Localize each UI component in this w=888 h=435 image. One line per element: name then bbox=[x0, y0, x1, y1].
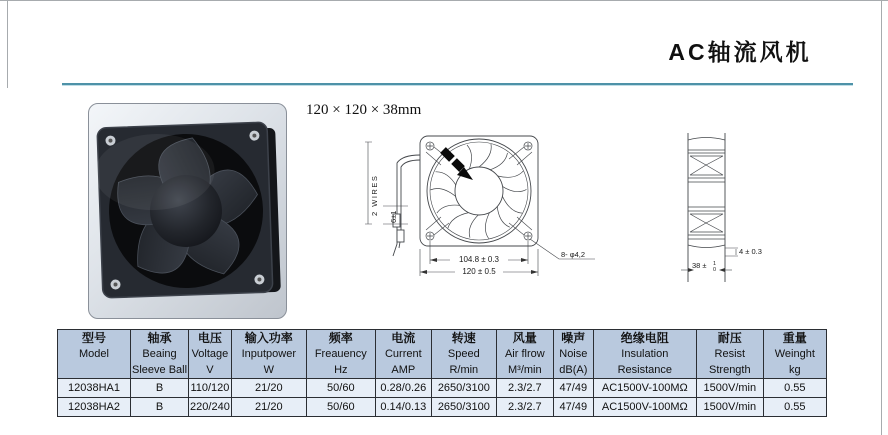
col-header-2-en: Voltage bbox=[191, 348, 229, 360]
hole-pitch-dim-label: 104.8 ± 0.3 bbox=[459, 255, 499, 264]
cell-r0-c7: 2.3/2.7 bbox=[496, 379, 553, 398]
side-view-drawing bbox=[680, 118, 785, 288]
depth-tol-upper: 1 bbox=[713, 261, 717, 267]
col-header-8-unit: dB(A) bbox=[559, 364, 588, 376]
side-bottom-break-line bbox=[688, 245, 725, 248]
col-header-11 bbox=[763, 330, 826, 379]
cell-r1-c2: 220/240 bbox=[189, 398, 232, 417]
col-header-6-zh: 转速 bbox=[451, 331, 476, 345]
col-header-6 bbox=[431, 330, 496, 379]
cell-r0-c9: AC1500V-100MΩ bbox=[593, 379, 696, 398]
col-header-1-en: Beaing bbox=[142, 348, 177, 360]
col-header-9-zh: 绝缘电阻 bbox=[620, 331, 669, 345]
col-header-8-zh: 噪声 bbox=[561, 331, 586, 345]
product-photo bbox=[88, 103, 287, 319]
col-header-2-unit: V bbox=[206, 364, 214, 376]
col-header-10-zh: 耐压 bbox=[717, 331, 742, 345]
spec-table-header-row bbox=[58, 330, 827, 379]
col-header-11-unit: kg bbox=[789, 364, 801, 376]
cell-r1-c11: 0.55 bbox=[763, 398, 826, 417]
col-header-0-unit bbox=[59, 362, 129, 378]
front-wires bbox=[393, 155, 420, 256]
col-header-10-en: Resist bbox=[714, 348, 746, 360]
col-header-3-unit: W bbox=[263, 364, 274, 376]
col-header-9 bbox=[593, 330, 696, 379]
cell-r0-c1: B bbox=[131, 379, 189, 398]
col-header-2 bbox=[189, 330, 232, 379]
col-header-6-en: Speed bbox=[447, 348, 480, 360]
cell-r1-c9: AC1500V-100MΩ bbox=[593, 398, 696, 417]
cell-r1-c1: B bbox=[131, 398, 189, 417]
col-header-8 bbox=[553, 330, 593, 379]
side-body-edges bbox=[688, 133, 725, 282]
col-header-4-zh: 频率 bbox=[328, 331, 353, 345]
col-header-10-unit: Strength bbox=[709, 364, 751, 376]
depth-dim-label: 38 ± bbox=[692, 261, 707, 270]
col-header-1 bbox=[131, 330, 189, 379]
side-top-break-line bbox=[688, 138, 725, 141]
cell-r0-c5: 0.28/0.26 bbox=[375, 379, 431, 398]
spec-table-head bbox=[58, 330, 827, 379]
cell-r0-c0: 12038HA1 bbox=[58, 379, 131, 398]
axial-fan-photo-illustration bbox=[89, 104, 286, 318]
cell-r0-c6: 2650/3100 bbox=[431, 379, 496, 398]
col-header-4-unit: Hz bbox=[334, 364, 348, 376]
title-accent-rule bbox=[62, 83, 853, 86]
col-header-0-zh: 型号 bbox=[81, 331, 106, 345]
col-header-1-unit: Sleeve Ball bbox=[132, 364, 188, 376]
col-header-8-en: Noise bbox=[559, 348, 588, 360]
col-header-7 bbox=[496, 330, 553, 379]
col-header-0 bbox=[58, 330, 131, 379]
front-view-drawing bbox=[363, 118, 598, 290]
frame-width-dim-label: 120 ± 0.5 bbox=[462, 267, 496, 276]
col-header-4 bbox=[306, 330, 375, 379]
col-header-3 bbox=[231, 330, 306, 379]
cell-r1-c5: 0.14/0.13 bbox=[375, 398, 431, 417]
col-header-11-zh: 重量 bbox=[782, 331, 807, 345]
col-header-3-en: Inputpower bbox=[241, 348, 297, 360]
page-right-border bbox=[881, 0, 882, 435]
side-center-band bbox=[688, 207, 725, 211]
table-row bbox=[58, 379, 827, 398]
cell-r0-c10: 1500V/min bbox=[696, 379, 763, 398]
cell-r1-c8: 47/49 bbox=[553, 398, 593, 417]
side-upper-truss bbox=[690, 156, 723, 175]
cell-r1-c7: 2.3/2.7 bbox=[496, 398, 553, 417]
wires-label: 2 WIRES bbox=[370, 174, 379, 216]
spec-table bbox=[57, 329, 827, 417]
page-top-border bbox=[0, 0, 888, 1]
col-header-6-unit: R/min bbox=[449, 364, 479, 376]
product-size-label: 120 × 120 × 38mm bbox=[306, 102, 422, 118]
col-header-7-en: Air flrow bbox=[504, 348, 545, 360]
holes-note-label: 8- φ4,2 bbox=[561, 250, 586, 259]
flange-dim-leader bbox=[725, 248, 738, 256]
col-header-10 bbox=[696, 330, 763, 379]
side-lower-truss bbox=[690, 214, 723, 232]
table-row bbox=[58, 398, 827, 417]
cell-r1-c6: 2650/3100 bbox=[431, 398, 496, 417]
wire-exit-dim-label: 6±1 bbox=[389, 210, 398, 223]
cell-r0-c8: 47/49 bbox=[553, 379, 593, 398]
flange-dim-label: 4 ± 0.3 bbox=[739, 247, 762, 256]
depth-tol-lower: 0 bbox=[713, 267, 717, 273]
cell-r0-c11: 0.55 bbox=[763, 379, 826, 398]
cell-r1-c4: 50/60 bbox=[306, 398, 375, 417]
col-header-9-unit: Resistance bbox=[617, 364, 673, 376]
col-header-0-en: Model bbox=[79, 348, 109, 360]
col-header-7-unit: M³/min bbox=[508, 364, 542, 376]
col-header-5-en: Current bbox=[384, 348, 422, 360]
spec-table-body bbox=[58, 379, 827, 417]
col-header-9-en: Insulation bbox=[621, 348, 669, 360]
col-header-4-en: Freauency bbox=[314, 348, 367, 360]
cell-r0-c3: 21/20 bbox=[231, 379, 306, 398]
cell-r1-c3: 21/20 bbox=[231, 398, 306, 417]
cell-r1-c0: 12038HA2 bbox=[58, 398, 131, 417]
col-header-5-zh: 电流 bbox=[391, 331, 416, 345]
col-header-5-unit: AMP bbox=[391, 364, 416, 376]
col-header-2-zh: 电压 bbox=[197, 331, 222, 345]
cell-r1-c10: 1500V/min bbox=[696, 398, 763, 417]
page-left-border bbox=[7, 0, 8, 88]
col-header-7-zh: 风量 bbox=[512, 331, 537, 345]
cell-r0-c2: 110/120 bbox=[189, 379, 232, 398]
col-header-3-zh: 输入功率 bbox=[244, 331, 293, 345]
page-title: AC轴流风机 bbox=[668, 39, 812, 65]
col-header-11-en: Weinght bbox=[774, 348, 815, 360]
cell-r0-c4: 50/60 bbox=[306, 379, 375, 398]
col-header-5 bbox=[375, 330, 431, 379]
col-header-1-zh: 轴承 bbox=[147, 331, 172, 345]
